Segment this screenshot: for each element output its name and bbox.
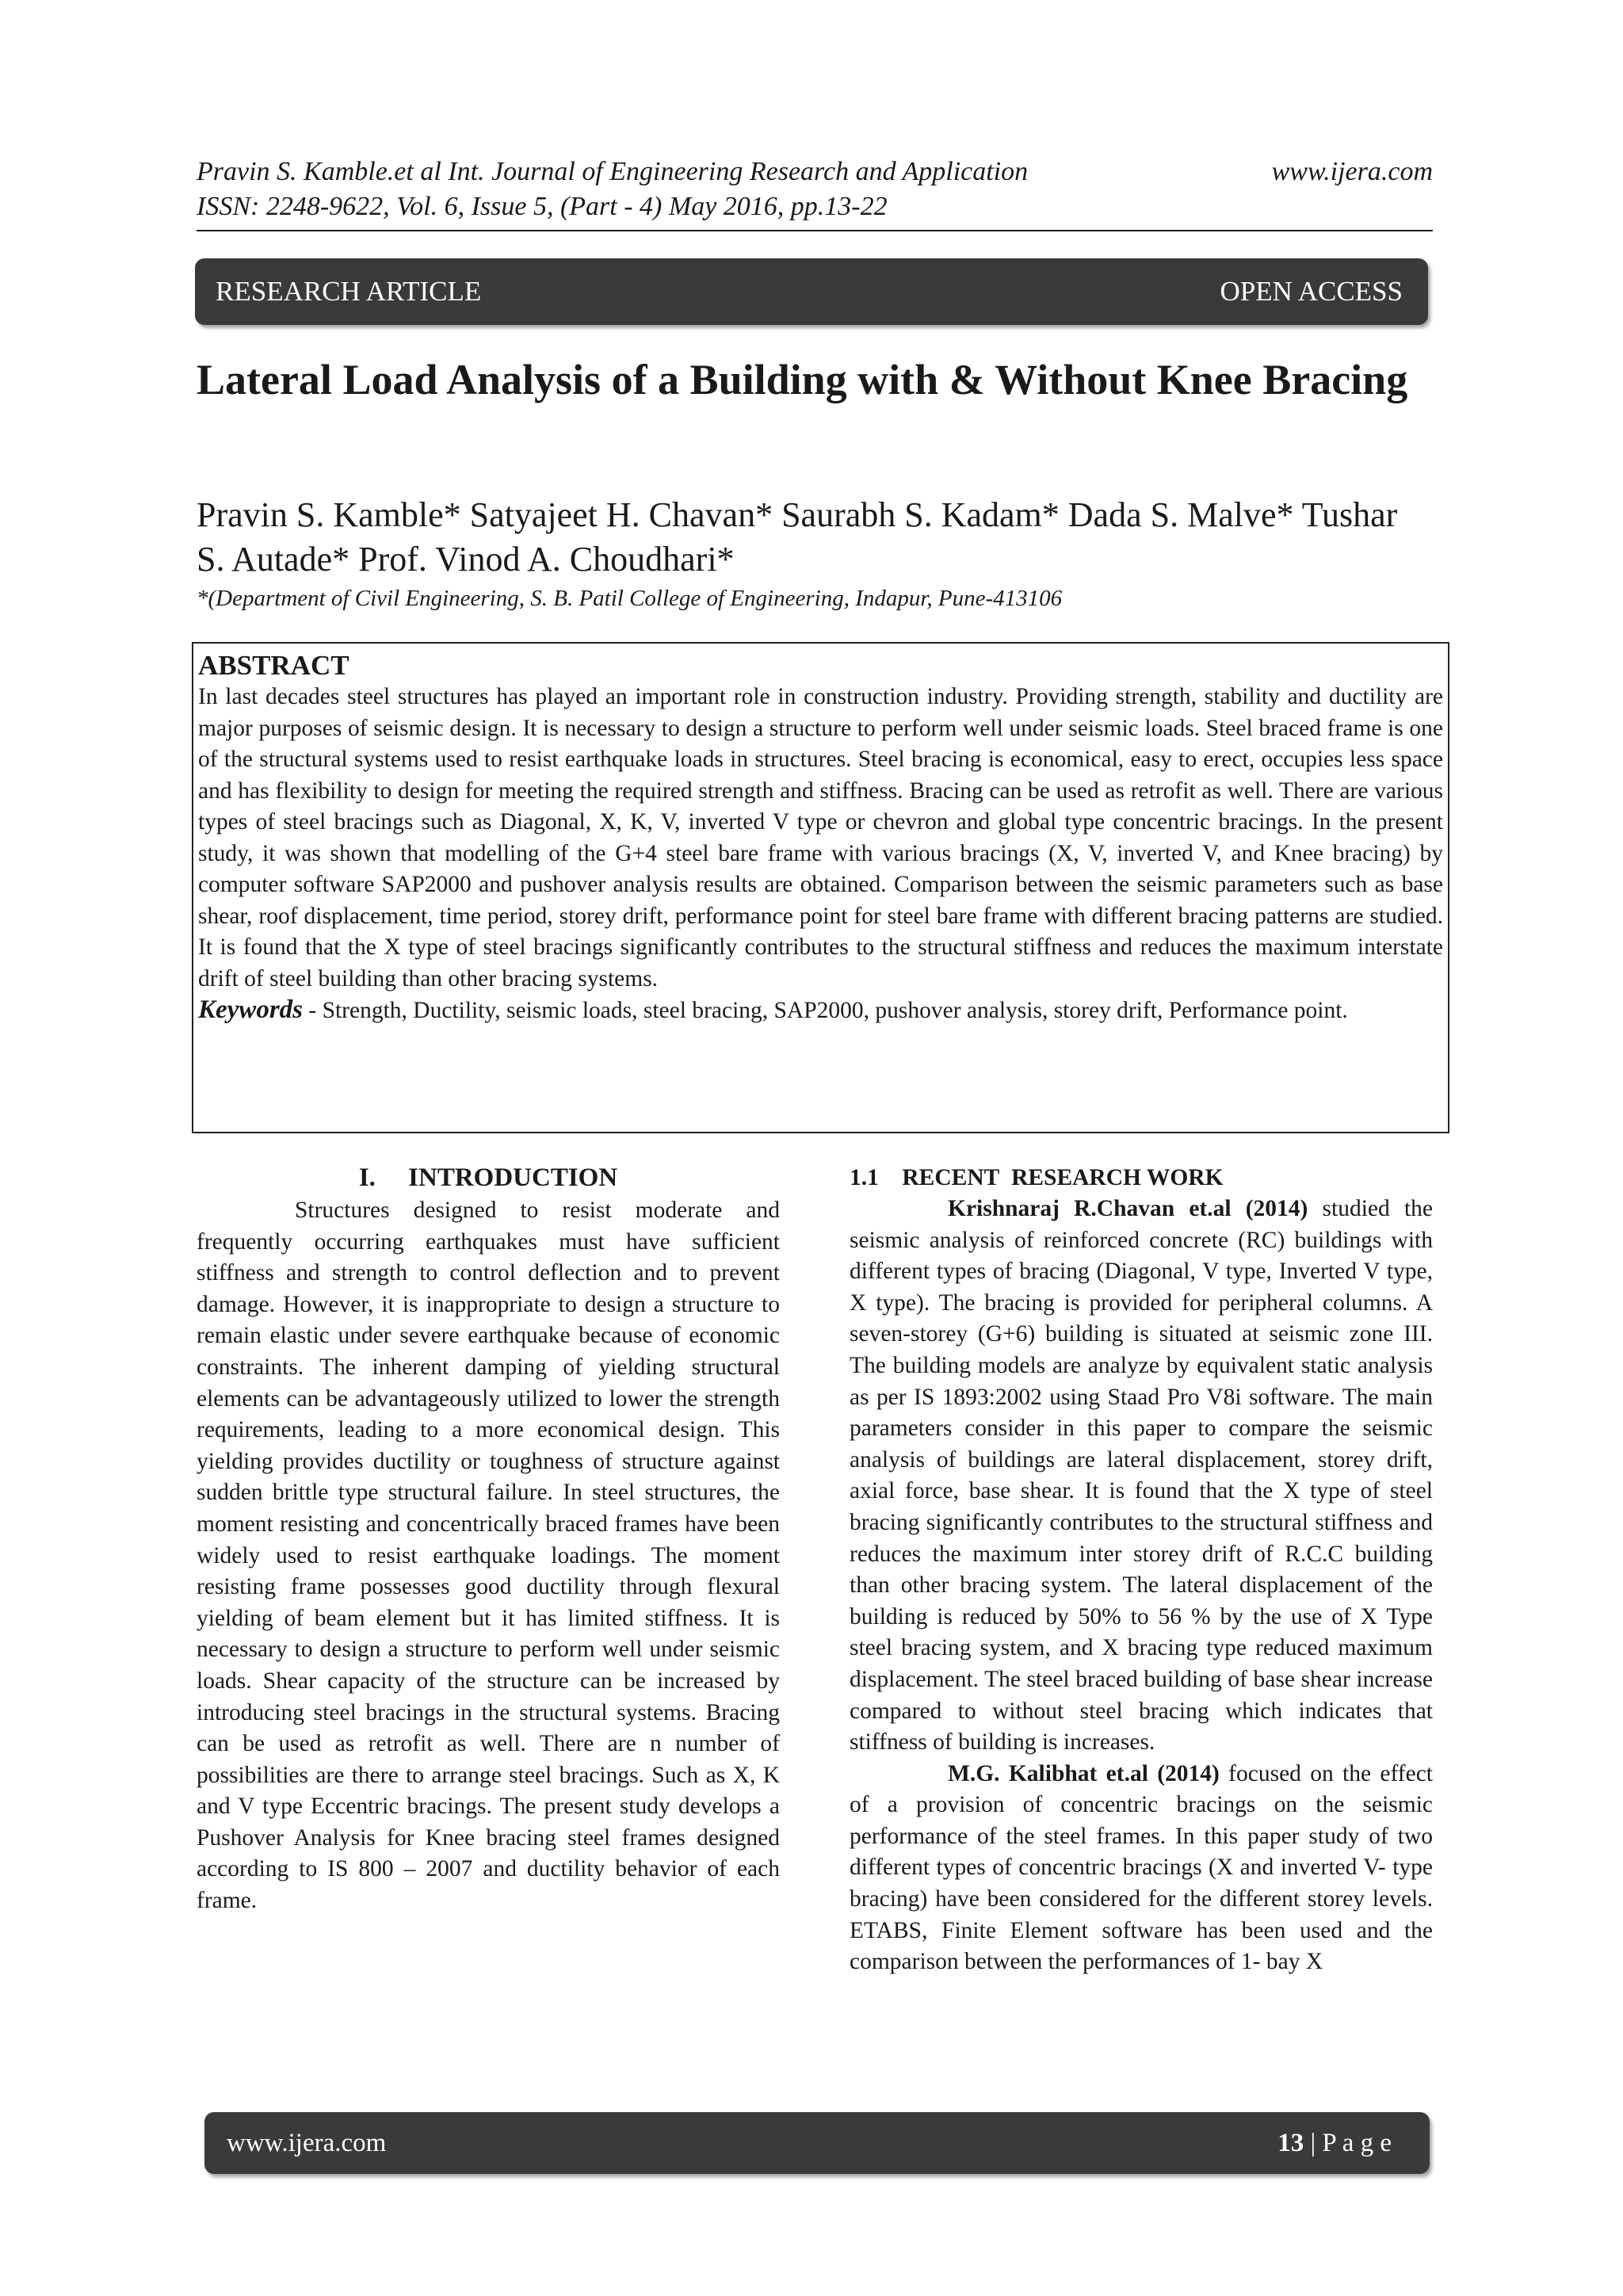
abstract-box: [192, 642, 1449, 1133]
journal-website[interactable]: www.ijera.com: [1271, 157, 1433, 186]
left-column: [197, 1160, 780, 1917]
research-paragraph-1-text: studied the seismic analysis of reinforced concrete (RC) buildings with different types of bracing (Diagonal, V type, Inverted V type, X type). The bracing is provided for peripheral columns. A seven-storey (G+6) building is situated at seismic zone III. The building models are analyze by equivalent static analysis as per IS 1893:2002 using Staad Pro V8i software. The main parameters consider in this paper to compare the seismic analysis of buildings are lateral displacement, storey drift, axial force, base shear. It is found that the X type of steel bracing significantly contributes to the structural stiffness and reduces the maximum inter storey drift of R.C.C building than other bracing system. The lateral displacement of the building is reduced by 50% to 56 % by the use of X Type steel bracing system, and X bracing type reduced maximum displacement. The steel braced building of base shear increase compared to without steel bracing which indicates that stiffness of building is increases.: [850, 1196, 1433, 1755]
header-rule: [197, 230, 1433, 231]
research-paragraph-2-text: focused on the effect of a provision of concentric bracings on the seismic performance of the steel frames. In this paper study of two different types of concentric bracings (X and inverted V- type bracing) have been considered for the different storey levels. ETABS, Finite Element software has been used and the comparison between the performances of 1- bay X: [850, 1760, 1433, 1975]
introduction-heading: I. INTRODUCTION: [358, 1163, 618, 1192]
footer-page: [1277, 2129, 1392, 2158]
page-footer: [204, 2112, 1430, 2174]
paper-title: Lateral Load Analysis of a Building with & Without Knee Bracing: [197, 356, 1408, 403]
page-number: 13: [1277, 2128, 1304, 2157]
abstract-heading: ABSTRACT: [198, 650, 349, 681]
author-list: Pravin S. Kamble* Satyajeet H. Chavan* Saurabh S. Kadam* Dada S. Malve* Tushar S. Autade* Prof. Vinod A. Choudhari*: [197, 495, 1398, 579]
journal-line: Pravin S. Kamble.et al Int. Journal of Engineering Research and Application: [197, 157, 1029, 186]
introduction-paragraph: Structures designed to resist moderate and frequently occurring earthquakes must have sufficient stiffness and strength to control deflection and to prevent damage. However, it is inappropriate to design a structure to remain elastic under severe earthquake because of economic constraints. The inherent damping of yielding structural elements can be advantageously utilized to lower the strength requirements, leading to a more economical design. This yielding provides ductility or toughness of structure against sudden brittle type structural failure. In steel structures, the moment resisting and concentrically braced frames have been widely used to resist earthquake loadings. The moment resisting frame possesses good ductility through flexural yielding of beam element but it has limited stiffness. It is necessary to design a structure to perform well under seismic loads. Shear capacity of the structure can be increased by introducing steel bracings in the structural systems. Bracing can be used as retrofit as well. There are n number of possibilities are there to arrange steel bracings. Such as X, K and V type Eccentric bracings. The present study develops a Pushover Analysis for Knee bracing steel frames designed according to IS 800 – 2007 and ductility behavior of each frame.: [197, 1198, 780, 1914]
keywords-text: - Strength, Ductility, seismic loads, steel bracing, SAP2000, pushover analysis, storey drift, Performance point.: [303, 998, 1348, 1023]
issn-line: ISSN: 2248-9622, Vol. 6, Issue 5, (Part - 4) May 2016, pp.13-22: [197, 192, 888, 221]
page-label: | P a g e: [1304, 2128, 1392, 2157]
affiliation: *(Department of Civil Engineering, S. B. Patil College of Engineering, Indapur, Pune-413106: [197, 586, 1063, 611]
keywords-label: Keywords: [198, 995, 303, 1024]
citation-kalibhat: M.G. Kalibhat et.al (2014): [948, 1760, 1220, 1786]
open-access-label: OPEN ACCESS: [1220, 276, 1403, 307]
article-banner: [195, 258, 1428, 325]
keywords: [198, 995, 1443, 1027]
citation-chavan: Krishnaraj R.Chavan et.al (2014): [948, 1196, 1308, 1221]
recent-research-heading: 1.1 RECENT RESEARCH WORK: [850, 1165, 1224, 1190]
right-column: [850, 1162, 1433, 1978]
footer-website[interactable]: www.ijera.com: [227, 2128, 387, 2157]
research-article-label: RESEARCH ARTICLE: [216, 276, 482, 307]
research-paragraph-2: [850, 1759, 1433, 1978]
abstract-text: In last decades steel structures has played an important role in construction industry. Providing strength, stability and ductility are major purposes of seismic design. It is necessary to design a structure to perform well under seismic loads. Steel braced frame is one of the structural systems used to resist earthquake loads in structures. Steel bracing is economical, easy to erect, occupies less space and has flexibility to design for meeting the required strength and stiffness. Bracing can be used as retrofit as well. There are various types of steel bracings such as Diagonal, X, K, V, inverted V type or chevron and global type concentric bracings. In the present study, it was shown that modelling of the G+4 steel bare frame with various bracings (X, V, inverted V, and Knee bracing) by computer software SAP2000 and pushover analysis results are obtained. Comparison between the seismic parameters such as base shear, roof displacement, time period, storey drift, performance point for steel bare frame with different bracing patterns are studied. It is found that the X type of steel bracings significantly contributes to the structural stiffness and reduces the maximum interstate drift of steel building than other bracing systems.: [198, 684, 1443, 991]
research-paragraph-1: [850, 1194, 1433, 1759]
